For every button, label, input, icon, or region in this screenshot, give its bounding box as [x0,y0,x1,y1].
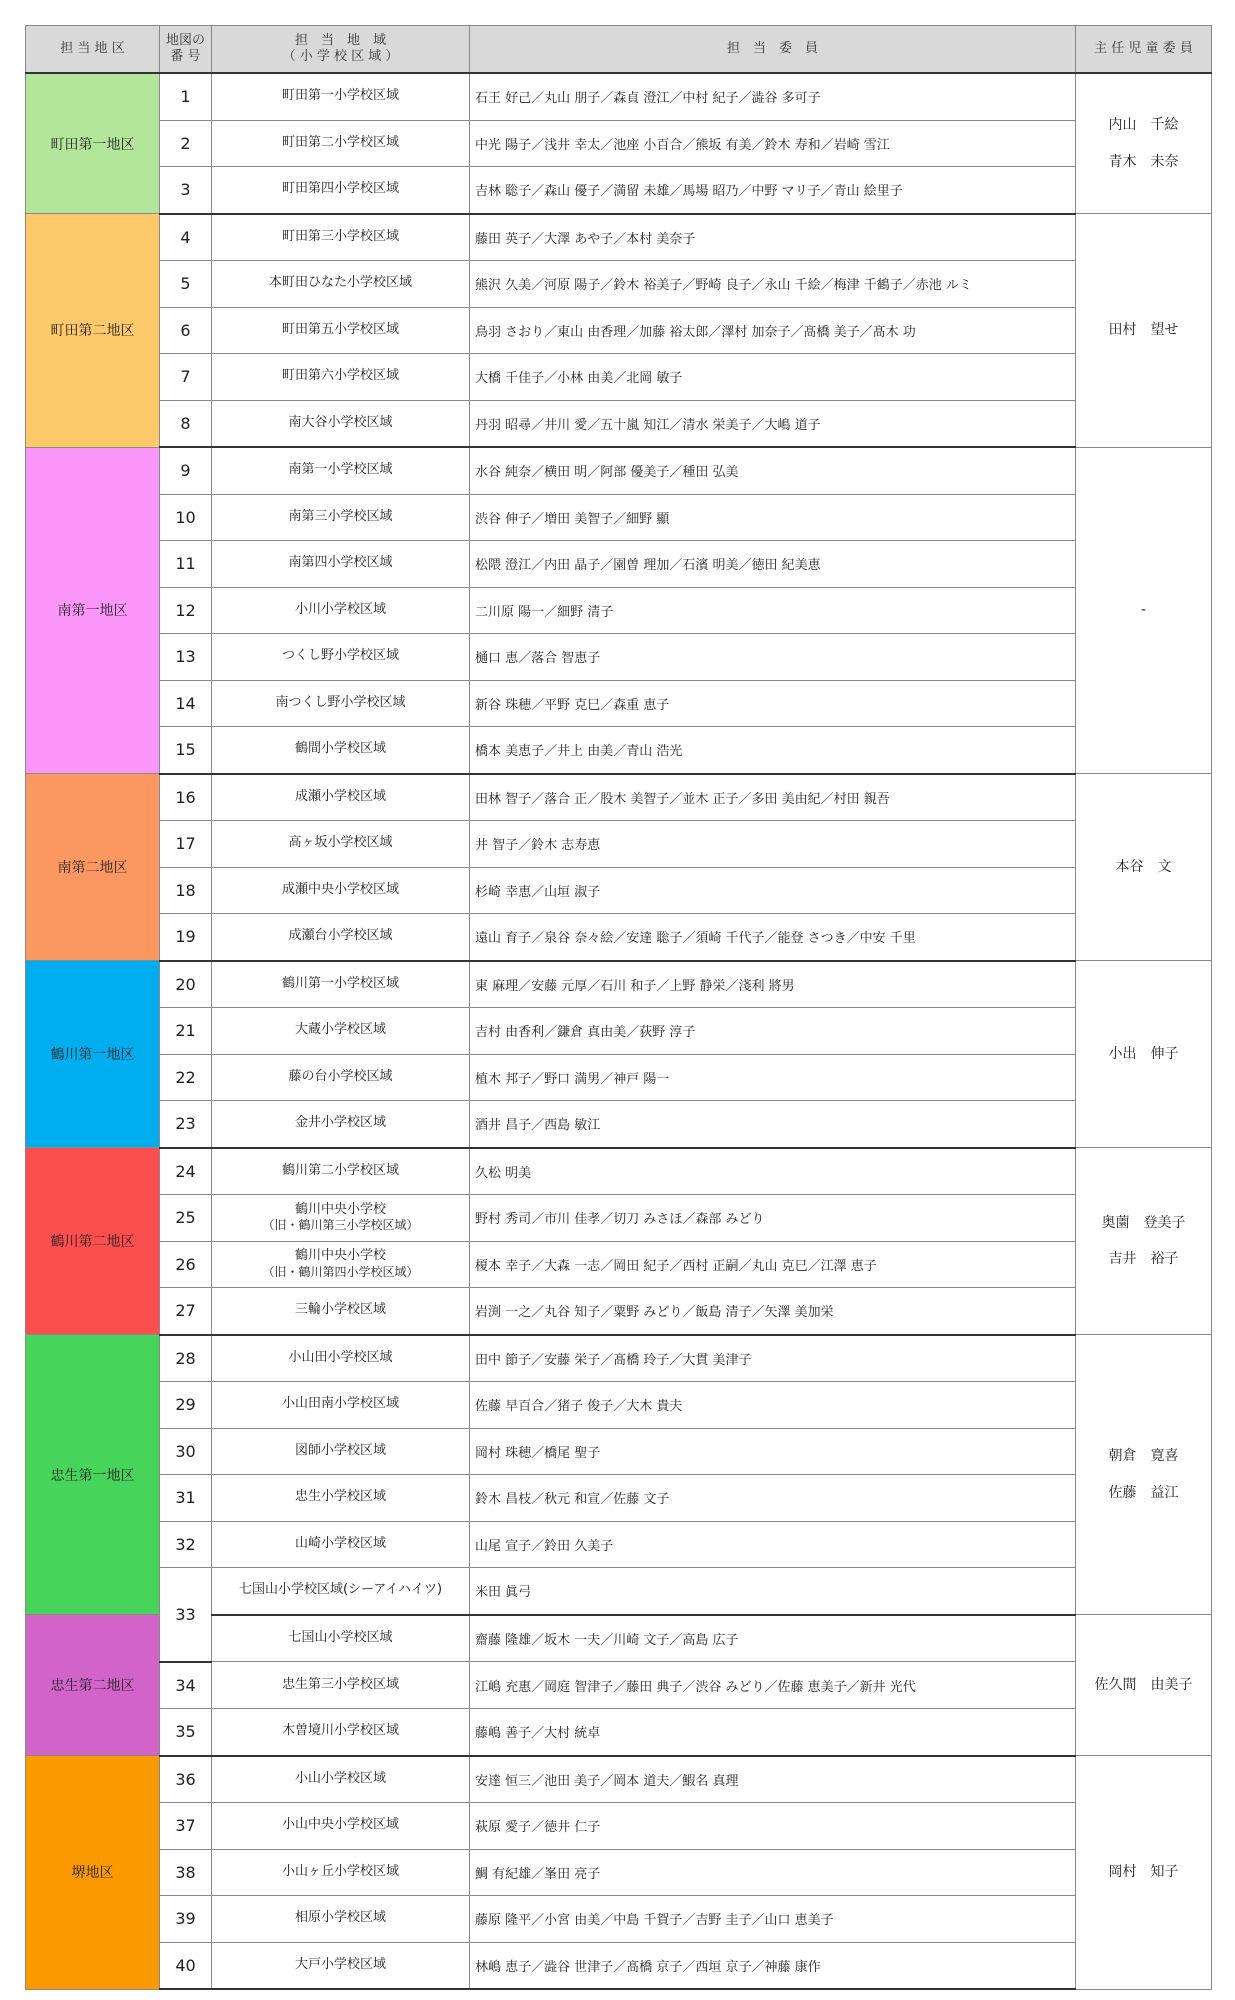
chief-name: 内山 千絵 [1108,117,1179,134]
region-cell [212,307,470,354]
map-number-cell: 6 [160,307,212,354]
region-name: 相原小学校区域 [294,1910,386,1926]
table-row [26,1662,1212,1709]
region-cell [212,1054,470,1101]
table-row [26,1709,1212,1756]
region-cell [212,1568,470,1615]
map-number-cell: 39 [160,1896,212,1943]
region-cell [212,680,470,727]
area-cell: 忠生第二地区 [26,1615,160,1756]
region-cell [212,1428,470,1475]
table-row [26,214,1212,261]
region-cell [212,1382,470,1429]
region-name: 町田第五小学校区域 [281,321,399,337]
region-cell [212,354,470,401]
chief-cell [1076,214,1212,448]
table-row [26,1101,1212,1148]
members-cell: 中光 陽子／浅井 幸太／池座 小百合／熊坂 有美／鈴木 寿和／岩崎 雪江 [470,120,1076,167]
area-cell: 南第二地区 [26,774,160,961]
table-body [26,73,1212,1989]
chief-cell [1076,1756,1212,1990]
map-number-cell: 29 [160,1382,212,1429]
region-cell [212,167,470,214]
chief-cell [1076,1615,1212,1756]
table-row [26,354,1212,401]
map-number-cell: 20 [160,961,212,1008]
region-cell [212,634,470,681]
table-row [26,447,1212,494]
map-number-cell: 23 [160,1101,212,1148]
members-cell: 藤原 隆平／小宮 由美／中島 千賀子／吉野 圭子／山口 恵美子 [470,1896,1076,1943]
members-cell: 吉林 聡子／森山 優子／満留 未雄／馬場 昭乃／中野 マリ子／青山 絵里子 [470,167,1076,214]
region-cell [212,774,470,821]
members-cell: 鈴木 昌枝／秋元 和宣／佐藤 文子 [470,1475,1076,1522]
map-number-cell: 32 [160,1521,212,1568]
map-number-cell: 2 [160,120,212,167]
map-number-cell: 25 [160,1195,212,1242]
map-number-cell: 30 [160,1428,212,1475]
district-table-container [25,25,1211,1983]
header-map-number: 地図の番 号 [160,26,212,74]
region-cell [212,120,470,167]
chief-name: 青木 未奈 [1108,153,1179,170]
table-row [26,1896,1212,1943]
region-cell [212,1615,470,1662]
map-number-cell: 36 [160,1756,212,1803]
region-name: 小川小学校区域 [294,601,386,617]
table-row [26,494,1212,541]
chief-name: - [1140,602,1147,619]
table-row [26,1288,1212,1335]
header-region-title: 担 当 地 域 [294,32,386,48]
table-row [26,914,1212,961]
chief-cell [1076,961,1212,1148]
region-name: 三輪小学校区域 [294,1302,386,1318]
map-number-cell: 27 [160,1288,212,1335]
region-name: 高ヶ坂小学校区域 [288,835,393,851]
members-cell: 田中 節子／安藤 栄子／髙橋 玲子／大貫 美津子 [470,1335,1076,1382]
table-row [26,727,1212,774]
region-name: 鶴川第二小学校区域 [281,1162,399,1178]
members-cell: 岡村 珠穂／橋尾 聖子 [470,1428,1076,1475]
members-cell: 丹羽 昭尋／井川 愛／五十嵐 知江／清水 栄美子／大嶋 道子 [470,400,1076,447]
table-row [26,541,1212,588]
map-number-cell: 1 [160,73,212,120]
region-sub-name: （旧・鶴川第三小学校区域） [262,1218,419,1233]
region-cell [212,1756,470,1803]
region-name: 小山田小学校区域 [288,1349,393,1365]
region-name: 成瀬小学校区域 [294,788,386,804]
members-cell: 佐藤 早百合／猪子 俊子／大木 貴夫 [470,1382,1076,1429]
members-cell: 東 麻理／安藤 元厚／石川 和子／上野 静栄／淺利 將男 [470,961,1076,1008]
members-cell: 遠山 育子／泉谷 奈々絵／安達 聡子／須崎 千代子／能登 さつき／中安 千里 [470,914,1076,961]
members-cell: 熊沢 久美／河原 陽子／鈴木 裕美子／野崎 良子／永山 千絵／梅津 千鶴子／赤池 ルミ [470,261,1076,308]
region-name: 忠生第三小学校区域 [281,1676,399,1692]
region-name: 町田第四小学校区域 [281,181,399,197]
members-cell: 酒井 昌子／西島 敏江 [470,1101,1076,1148]
table-row [26,1054,1212,1101]
table-row [26,1568,1212,1615]
members-cell: 石王 好己／丸山 朋子／森貞 澄江／中村 紀子／澁谷 多可子 [470,73,1076,120]
region-name: 鶴川第一小学校区域 [281,975,399,991]
table-row [26,634,1212,681]
header-chief: 主 任 児 童 委 員 [1076,26,1212,74]
region-name: 南第四小学校区域 [288,555,393,571]
header-region [212,26,470,74]
map-number-cell: 21 [160,1008,212,1055]
map-number-cell: 12 [160,587,212,634]
table-row [26,1521,1212,1568]
region-cell [212,494,470,541]
region-cell [212,1521,470,1568]
table-row [26,961,1212,1008]
table-row [26,1475,1212,1522]
chief-cell [1076,774,1212,961]
table-row [26,1008,1212,1055]
members-cell: 橋本 美恵子／井上 由美／青山 浩光 [470,727,1076,774]
chief-name: 田村 望せ [1108,322,1179,339]
region-name: 七国山小学校区域(シーアイハイツ) [238,1582,443,1598]
region-name: 図師小学校区域 [294,1442,386,1458]
chief-cell [1076,73,1212,214]
region-name: 大蔵小学校区域 [294,1022,386,1038]
chief-name: 奥薗 登美子 [1101,1214,1186,1231]
members-cell: 新谷 珠穂／平野 克巳／森重 恵子 [470,680,1076,727]
map-number-cell: 9 [160,447,212,494]
area-cell: 忠生第一地区 [26,1335,160,1615]
map-number-cell: 3 [160,167,212,214]
region-cell [212,821,470,868]
table-row [26,587,1212,634]
map-number-cell: 15 [160,727,212,774]
region-name: つくし野小学校区域 [281,648,399,664]
region-name: 町田第一小学校区域 [281,88,399,104]
region-cell [212,1942,470,1989]
region-name: 小山田南小学校区域 [281,1396,399,1412]
chief-cell [1076,447,1212,774]
region-cell [212,447,470,494]
table-row [26,1382,1212,1429]
header-area: 担 当 地 区 [26,26,160,74]
map-number-cell: 14 [160,680,212,727]
region-name: 町田第六小学校区域 [281,368,399,384]
region-name: 鶴川中央小学校 [294,1248,386,1263]
members-cell: 久松 明美 [470,1148,1076,1195]
region-name: 南第三小学校区域 [288,508,393,524]
table-row [26,867,1212,914]
members-cell: 岩渕 一之／丸谷 知子／粟野 みどり／飯島 清子／矢澤 美加栄 [470,1288,1076,1335]
members-cell: 樋口 恵／落合 智恵子 [470,634,1076,681]
chief-cell [1076,1335,1212,1615]
table-row [26,1756,1212,1803]
map-number-cell: 34 [160,1662,212,1709]
region-name: 鶴間小学校区域 [294,741,386,757]
region-cell [212,1241,470,1288]
region-cell [212,914,470,961]
members-cell: 安達 恒三／池田 美子／岡本 道夫／鰕名 真理 [470,1756,1076,1803]
area-cell: 南第一地区 [26,447,160,774]
chief-name: 朝倉 寛喜 [1108,1448,1179,1465]
header-region-sub: （ 小 学 校 区 域 ） [282,49,399,64]
area-cell: 堺地区 [26,1756,160,1990]
chief-cell [1076,1148,1212,1335]
region-cell [212,1475,470,1522]
map-number-cell: 24 [160,1148,212,1195]
map-number-cell: 5 [160,261,212,308]
region-name: 七国山小学校区域 [288,1629,393,1645]
map-number-cell: 10 [160,494,212,541]
map-number-cell: 4 [160,214,212,261]
area-cell: 鶴川第一地区 [26,961,160,1148]
members-cell: 鯛 有紀雄／峯田 亮子 [470,1849,1076,1896]
map-number-cell: 8 [160,400,212,447]
chief-name: 岡村 知子 [1108,1864,1179,1881]
table-row [26,1148,1212,1195]
header-members: 担 当 委 員 [470,26,1076,74]
region-cell [212,1896,470,1943]
chief-name: 佐藤 益江 [1108,1484,1179,1501]
map-number-cell: 13 [160,634,212,681]
chief-name: 吉井 裕子 [1108,1251,1179,1267]
table-row [26,307,1212,354]
map-number-cell: 17 [160,821,212,868]
table-row [26,1241,1212,1288]
region-cell [212,1662,470,1709]
region-name: 藤の台小学校区域 [288,1068,393,1084]
members-cell: 榎本 幸子／大森 一志／岡田 紀子／西村 正嗣／丸山 克巳／江澤 恵子 [470,1241,1076,1288]
region-cell [212,261,470,308]
members-cell: 藤嶋 善子／大村 統卓 [470,1709,1076,1756]
members-cell: 井 智子／鈴木 志寿恵 [470,821,1076,868]
region-cell [212,727,470,774]
members-cell: 杉崎 幸恵／山垣 淑子 [470,867,1076,914]
region-cell [212,587,470,634]
table-row [26,1335,1212,1382]
members-cell: 齋藤 隆雄／坂木 一夫／川崎 文子／高島 広子 [470,1615,1076,1662]
members-cell: 田林 智子／落合 正／股木 美智子／並木 正子／多田 美由紀／村田 親吾 [470,774,1076,821]
region-name: 町田第二小学校区域 [281,134,399,150]
members-cell: 植木 邦子／野口 満男／神戸 陽一 [470,1054,1076,1101]
table-row [26,774,1212,821]
members-cell: 鳥羽 さおり／東山 由香理／加藤 裕太郎／澤村 加奈子／髙橋 美子／髙木 功 [470,307,1076,354]
table-row [26,680,1212,727]
members-cell: 二川原 陽一／細野 清子 [470,587,1076,634]
members-cell: 藤田 英子／大澤 あや子／本村 美奈子 [470,214,1076,261]
region-cell [212,1008,470,1055]
table-row [26,1942,1212,1989]
table-row [26,1195,1212,1242]
region-name: 山崎小学校区域 [294,1535,386,1551]
map-number-cell: 31 [160,1475,212,1522]
region-name: 忠生小学校区域 [294,1489,386,1505]
map-number-cell: 37 [160,1803,212,1850]
members-cell: 大橋 千佳子／小林 由美／北岡 敏子 [470,354,1076,401]
region-cell [212,1709,470,1756]
members-cell: 林嶋 恵子／澁谷 世津子／髙橋 京子／西垣 京子／神藤 康作 [470,1942,1076,1989]
table-row [26,1428,1212,1475]
map-number-cell: 26 [160,1241,212,1288]
area-cell: 町田第二地区 [26,214,160,448]
map-number-cell: 22 [160,1054,212,1101]
table-row [26,1803,1212,1850]
area-cell: 町田第一地区 [26,73,160,214]
map-number-cell: 7 [160,354,212,401]
region-name: 小山小学校区域 [294,1770,386,1786]
members-cell: 江嶋 充惠／岡庭 智津子／藤田 典子／渋谷 みどり／佐藤 恵美子／新井 光代 [470,1662,1076,1709]
region-cell [212,1195,470,1242]
members-cell: 水谷 純奈／横田 明／阿部 優美子／種田 弘美 [470,447,1076,494]
table-row [26,1849,1212,1896]
region-cell [212,541,470,588]
table-row [26,167,1212,214]
map-number-cell: 35 [160,1709,212,1756]
members-cell: 萩原 愛子／徳井 仁子 [470,1803,1076,1850]
region-name: 鶴川中央小学校 [294,1201,386,1217]
region-name: 南つくし野小学校区域 [275,694,406,710]
region-cell [212,214,470,261]
region-cell [212,1335,470,1382]
region-cell [212,961,470,1008]
region-cell [212,1849,470,1896]
region-name: 南第一小学校区域 [288,462,393,478]
table-row [26,73,1212,120]
area-cell: 鶴川第二地区 [26,1148,160,1335]
members-cell: 渋谷 伸子／増田 美智子／細野 顯 [470,494,1076,541]
district-assignment-table [25,25,1212,1990]
region-cell [212,1288,470,1335]
region-cell [212,400,470,447]
region-name: 小山中央小学校区域 [281,1817,399,1833]
region-cell [212,1148,470,1195]
members-cell: 松隈 澄江／内田 晶子／園曽 理加／石濱 明美／徳田 紀美恵 [470,541,1076,588]
region-cell [212,867,470,914]
table-row [26,120,1212,167]
table-row [26,400,1212,447]
map-number-cell: 16 [160,774,212,821]
map-number-cell: 40 [160,1942,212,1989]
region-name: 成瀬中央小学校区域 [281,881,399,897]
region-name: 小山ヶ丘小学校区域 [281,1863,399,1879]
region-name: 木曽境川小学校区域 [281,1723,399,1739]
region-cell [212,1803,470,1850]
members-cell: 米田 眞弓 [470,1568,1076,1615]
region-cell [212,73,470,120]
map-number-cell: 18 [160,867,212,914]
region-name: 成瀬台小学校区域 [288,928,393,944]
region-cell [212,1101,470,1148]
map-number-cell: 11 [160,541,212,588]
chief-name: 佐久間 由美子 [1094,1676,1193,1693]
region-name: 大戸小学校区域 [294,1956,386,1972]
map-number-cell: 28 [160,1335,212,1382]
members-cell: 吉村 由香利／鎌倉 真由美／荻野 淳子 [470,1008,1076,1055]
table-row [26,821,1212,868]
region-name: 金井小学校区域 [294,1115,386,1131]
region-name: 本町田ひなた小学校区域 [268,275,412,291]
map-number-cell: 19 [160,914,212,961]
map-number-cell: 38 [160,1849,212,1896]
chief-name: 小出 伸子 [1108,1045,1179,1062]
region-name: 南大谷小学校区域 [288,414,393,430]
members-cell: 野村 秀司／市川 佳孝／切刀 みさほ／森部 みどり [470,1195,1076,1242]
members-cell: 山尾 宣子／鈴田 久美子 [470,1521,1076,1568]
region-sub-name: （旧・鶴川第四小学校区域） [262,1264,419,1279]
map-number-cell: 33 [160,1568,212,1662]
header-row [26,26,1212,74]
chief-name: 本谷 文 [1115,858,1172,875]
table-row [26,261,1212,308]
region-name: 町田第三小学校区域 [281,228,399,244]
